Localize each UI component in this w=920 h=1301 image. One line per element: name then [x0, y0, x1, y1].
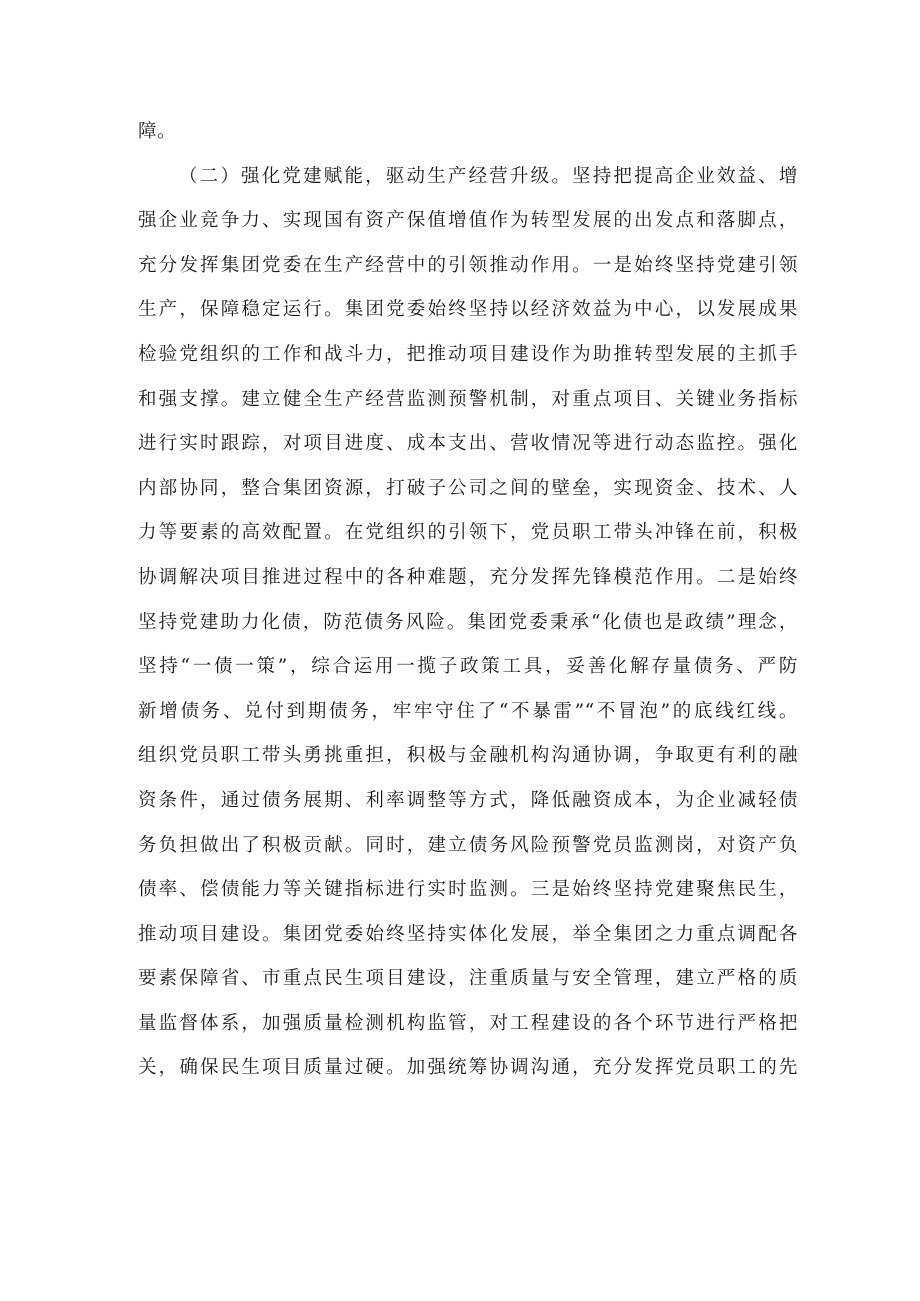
- text-line-14: 新增债务、兑付到期债务，牢牢守住了“不暴雷”“不冒泡”的底线红线。: [138, 700, 798, 722]
- text-line-5: 生产，保障稳定运行。集团党委始终坚持以经济效益为中心，以发展成果: [138, 299, 798, 321]
- text-line-22: 关，确保民生项目质量过硬。加强统筹协调沟通，充分发挥党员职工的先: [138, 1057, 798, 1079]
- text-line-19: 推动项目建设。集团党委始终坚持实体化发展，举全集团之力重点调配各: [138, 923, 798, 945]
- text-line-7: 和强支撑。建立健全生产经营监测预警机制，对重点项目、关键业务指标: [138, 388, 798, 410]
- text-line-6: 检验党组织的工作和战斗力，把推动项目建设作为助推转型发展的主抓手: [138, 343, 798, 365]
- text-line-13: 坚持“一债一策”，综合运用一揽子政策工具，妥善化解存量债务、严防: [138, 656, 798, 678]
- body-text: [138, 110, 798, 1091]
- text-line-16: 资条件，通过债务展期、利率调整等方式，降低融资成本，为企业减轻债: [138, 789, 798, 811]
- text-line-21: 量监督体系，加强质量检测机构监管，对工程建设的各个环节进行严格把: [138, 1012, 798, 1034]
- text-line-10: 力等要素的高效配置。在党组织的引领下，党员职工带头冲锋在前，积极: [138, 522, 798, 544]
- text-line-4: 充分发挥集团党委在生产经营中的引领推动作用。一是始终坚持党建引领: [138, 254, 798, 276]
- text-line-2: （二）强化党建赋能，驱动生产经营升级。坚持把提高企业效益、增: [179, 165, 798, 187]
- text-line-20: 要素保障省、市重点民生项目建设，注重质量与安全管理，建立严格的质: [138, 968, 798, 990]
- text-line-8: 进行实时跟踪，对项目进度、成本支出、营收情况等进行动态监控。强化: [138, 433, 798, 455]
- text-line-12: 坚持党建助力化债，防范债务风险。集团党委秉承“化债也是政绩”理念，: [138, 611, 798, 633]
- text-line-3: 强企业竞争力、实现国有资产保值增值作为转型发展的出发点和落脚点，: [138, 210, 798, 232]
- text-line-15: 组织党员职工带头勇挑重担，积极与金融机构沟通协调，争取更有利的融: [138, 745, 798, 767]
- text-line-11: 协调解决项目推进过程中的各种难题，充分发挥先锋模范作用。二是始终: [138, 566, 798, 588]
- text-line-18: 债率、偿债能力等关键指标进行实时监测。三是始终坚持党建聚焦民生，: [138, 879, 798, 901]
- text-line-17: 务负担做出了积极贡献。同时，建立债务风险预警党员监测岗，对资产负: [138, 834, 798, 856]
- text-line-1: 障。: [138, 121, 177, 142]
- text-line-9: 内部协同，整合集团资源，打破子公司之间的壁垒，实现资金、技术、人: [138, 477, 798, 499]
